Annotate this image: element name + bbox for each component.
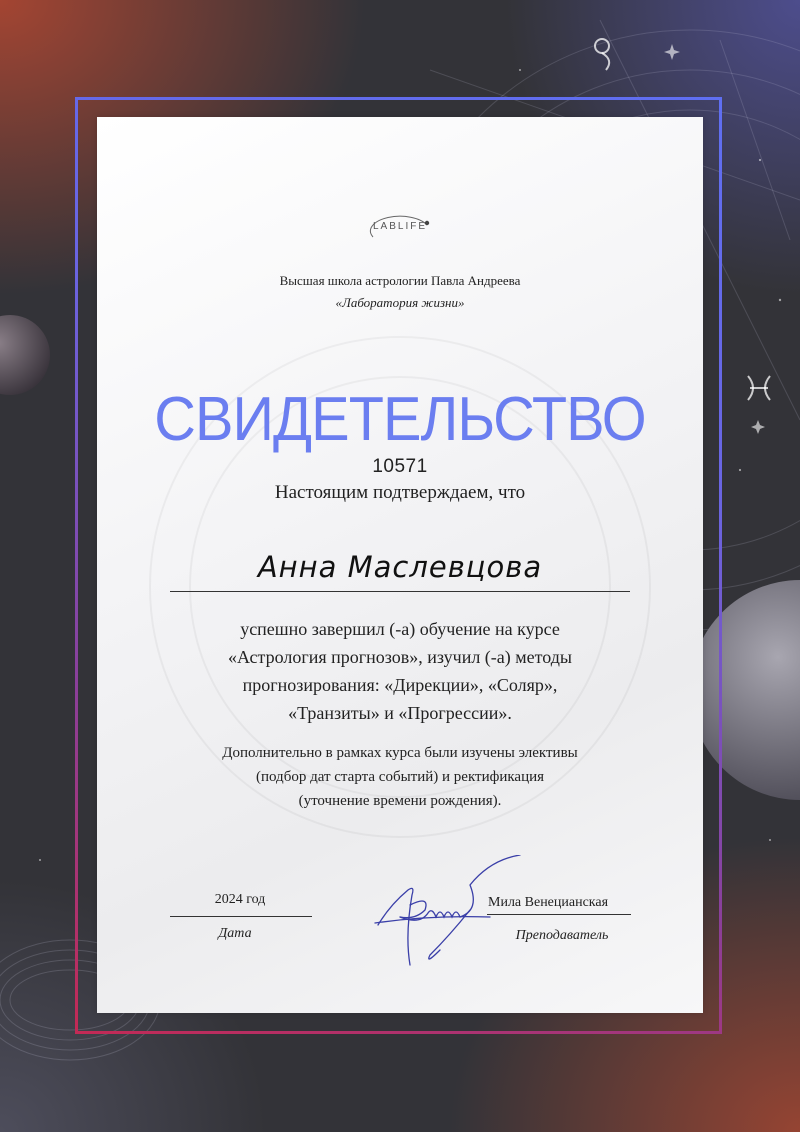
school-subtitle: «Лаборатория жизни» — [335, 295, 465, 310]
pisces-icon — [748, 376, 770, 400]
additional-info-line: (подбор дат старта событий) и ректификация — [255, 769, 545, 785]
school-name: Высшая школа астрологии Павла Андреева — [279, 273, 521, 288]
signature-icon — [370, 855, 530, 980]
confirmation-text: Настоящим подтверждаем, что — [274, 482, 526, 503]
course-description-line: «Астрология прогнозов», изучил (-а) методы — [227, 647, 573, 667]
course-description — [150, 615, 650, 727]
lablife-logo — [365, 213, 435, 247]
planet-icon — [0, 315, 50, 395]
additional-info-line: (уточнение времени рождения). — [298, 793, 502, 809]
additional-info — [150, 741, 650, 813]
certificate-number: 10571 — [372, 456, 428, 477]
teacher-underline — [487, 914, 631, 915]
recipient-name: Анна Маслевцова — [257, 550, 543, 584]
date-value: 2024 год — [214, 892, 266, 907]
additional-info-line: Дополнительно в рамках курса были изучены элективы — [222, 745, 578, 761]
date-underline — [170, 916, 312, 917]
course-description-line: «Транзиты» и «Прогрессии». — [288, 703, 512, 723]
teacher-label: Преподаватель — [515, 928, 609, 943]
teacher-name: Мила Венецианская — [488, 895, 609, 910]
certificate-title: СВИДЕТЕЛЬСТВО — [154, 385, 646, 454]
logo-text: LABLIFE — [372, 221, 428, 232]
recipient-underline — [170, 591, 630, 592]
date-label: Дата — [218, 926, 252, 941]
course-description-line: прогнозирования: «Дирекции», «Соляр», — [242, 675, 558, 695]
course-description-line: успешно завершил (-а) обучение на курсе — [240, 619, 560, 639]
